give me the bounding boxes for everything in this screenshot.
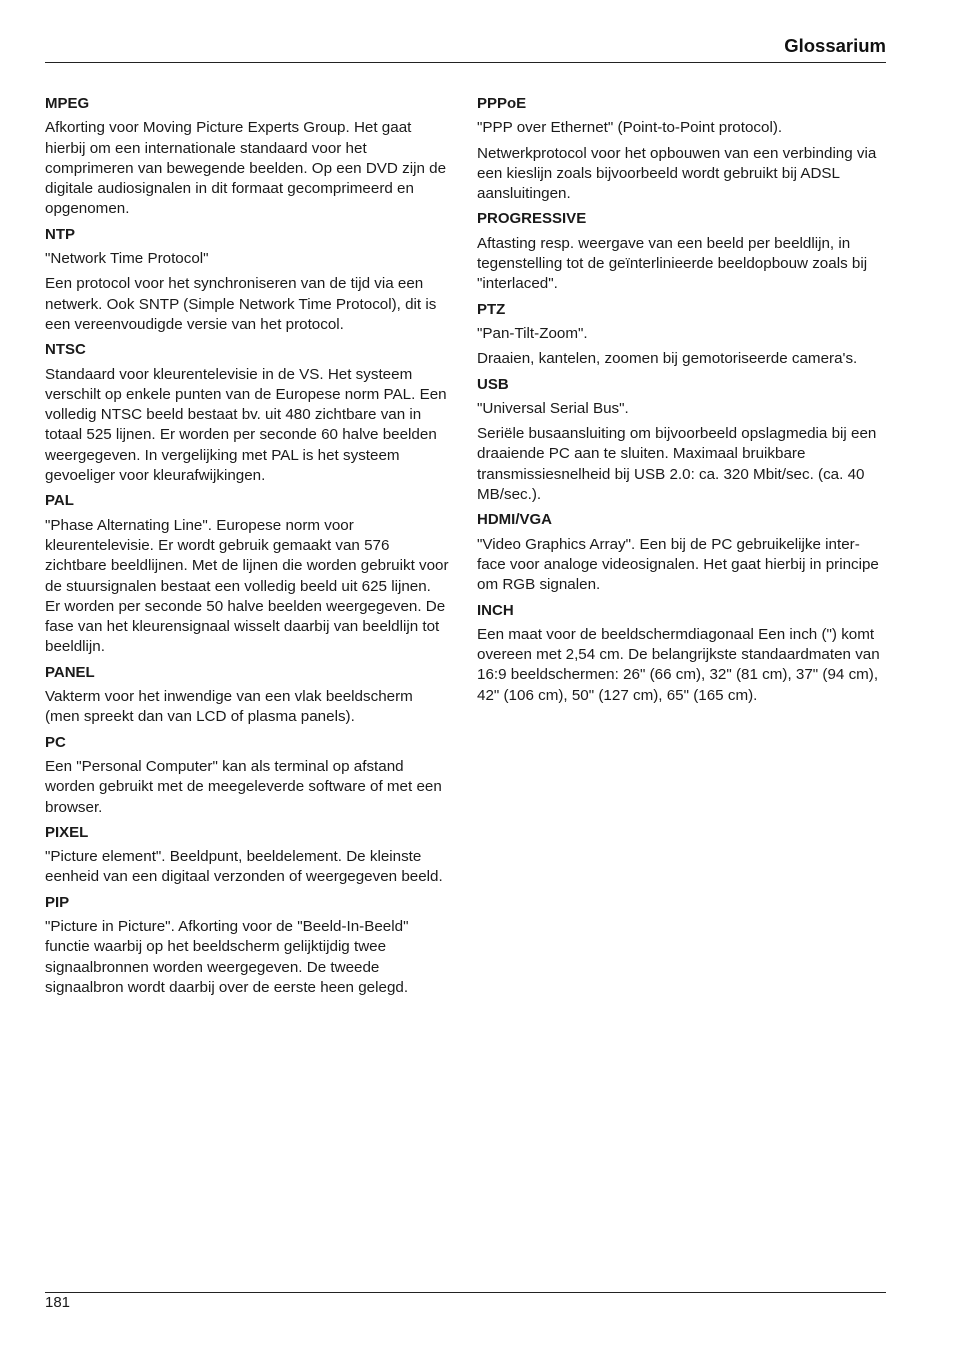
glossary-term: USB bbox=[477, 375, 509, 393]
glossary-term: NTSC bbox=[45, 341, 86, 359]
glossary-definition: "Pan-Tilt-Zoom". bbox=[477, 324, 588, 342]
glossary-entry-progressive bbox=[477, 209, 887, 294]
glossary-entry-pppoe bbox=[477, 94, 887, 204]
glossary-entry-ptz bbox=[477, 300, 887, 370]
glossary-definition: Draaien, kantelen, zoomen bij gemotoriseerde camera's. bbox=[477, 350, 858, 368]
footer-divider bbox=[45, 1292, 886, 1293]
glossary-entry-usb bbox=[477, 375, 887, 506]
page-number: 181 bbox=[45, 1294, 71, 1311]
glossary-column-right bbox=[477, 94, 887, 711]
glossary-entry-hdmi-vga bbox=[477, 510, 887, 595]
glossary-definition: "Video Graphics Array". Een bij de PC gebruikelijke inter-face voor analoge videosignalen. Het gaat hierbij in principe om RGB signalen. bbox=[477, 535, 879, 594]
glossary-term: PC bbox=[45, 733, 66, 751]
glossary-term: PROGRESSIVE bbox=[477, 210, 587, 228]
glossary-entry-panel bbox=[45, 663, 450, 728]
glossary-entry-mpeg bbox=[45, 94, 450, 220]
glossary-entry-ntsc bbox=[45, 340, 450, 486]
glossary-definition: Een maat voor de beeldschermdiagonaal Een inch (") komt overeen met 2,54 cm. De belangrijkste standaardmaten van 16:9 beeldschermen: 26" (66 cm), 32" (81 cm), 37" (94 cm), 42" (106 cm), 50" (127 cm), 65" (165 cm). bbox=[477, 625, 880, 704]
glossary-definition: "Universal Serial Bus". bbox=[477, 399, 629, 417]
header-divider bbox=[45, 62, 886, 63]
glossary-term: PPPoE bbox=[477, 95, 527, 112]
glossary-definition: Standaard voor kleurentelevisie in de VS. Het systeem verschilt op enkele punten van de Europese norm PAL. Een volledig NTSC beeld bestaat bv. uit 480 zichtbare van in totaal 525 lijnen. Er worden per seconde 60 halve beelden weergegeven. In vergelijking met PAL is het systeem gevoeliger voor kleurafwijkingen. bbox=[45, 365, 447, 485]
glossary-term: PIP bbox=[45, 893, 70, 911]
glossary-term: MPEG bbox=[45, 95, 90, 112]
glossary-definition: Aftasting resp. weergave van een beeld per beeldlijn, in tegenstelling tot de geïnterlinieerde beeldopbouw zoals bij "interlaced". bbox=[477, 234, 868, 293]
glossary-entry-pal bbox=[45, 491, 450, 657]
glossary-definition: Een protocol voor het synchroniseren van de tijd via een netwerk. Ook SNTP (Simple Network Time Protocol), dit is een vereenvoudigde versie van het protocol. bbox=[45, 275, 437, 333]
glossary-definition: "Phase Alternating Line". Europese norm voor kleurentelevisie. Er wordt gebruik gemaakt van 576 zichtbare beeldlijnen. Met de lijnen die worden gebruikt voor de stuursignalen bestaat een volledig beeld uit 625 lijnen. Er worden per seconde 50 halve beelden weergegeven. De fase van het kleurensignaal wisselt daarbij van beeldlijn tot beeldlijn. bbox=[45, 516, 449, 656]
glossary-entry-pc bbox=[45, 733, 450, 818]
glossary-term: NTP bbox=[45, 225, 75, 243]
glossary-definition: Netwerkprotocol voor het opbouwen van een verbinding via een kieslijn zoals bijvoorbeeld wordt gebruikt bij ADSL aansluitingen. bbox=[477, 144, 877, 203]
glossary-definition: Vakterm voor het inwendige van een vlak beeldscherm (men spreekt dan van LCD of plasma panels). bbox=[45, 688, 413, 726]
glossary-term: PAL bbox=[45, 492, 74, 510]
glossary-term: HDMI/VGA bbox=[477, 511, 552, 529]
glossary-term: PIXEL bbox=[45, 823, 89, 841]
glossary-column-left bbox=[45, 94, 450, 1003]
page-title: Glossarium bbox=[784, 35, 886, 56]
glossary-entry-pip bbox=[45, 893, 450, 998]
glossary-entry-ntp bbox=[45, 225, 450, 335]
glossary-definition: Een "Personal Computer" kan als terminal op afstand worden gebruikt met de meegeleverde software of met een browser. bbox=[45, 757, 442, 816]
glossary-entry-inch bbox=[477, 601, 887, 706]
glossary-term: PTZ bbox=[477, 300, 506, 318]
glossary-definition: "PPP over Ethernet" (Point-to-Point protocol). bbox=[477, 119, 783, 137]
glossary-term: PANEL bbox=[45, 663, 95, 681]
glossary-definition: Seriële busaansluiting om bijvoorbeeld opslagmedia bij een draaiende PC aan te sluiten. Maximaal bruikbare transmissiesnelheid bij USB 2.0: ca. 320 Mbit/sec. (ca. 40 MB/sec.). bbox=[477, 425, 877, 504]
glossary-definition: Afkorting voor Moving Picture Experts Group. Het gaat hierbij om een internationale standaard voor het comprimeren van bewegende beelden. Op een DVD zijn de digitale audiosignalen in dit formaat gecomprimeerd en opgenomen. bbox=[45, 119, 447, 218]
glossary-term: INCH bbox=[477, 601, 514, 619]
glossary-entry-pixel bbox=[45, 823, 450, 888]
glossary-definition: "Network Time Protocol" bbox=[45, 250, 209, 268]
glossary-definition: "Picture element". Beeldpunt, beeldelement. De kleinste eenheid van een digitaal verzonden of weergegeven beeld. bbox=[45, 848, 443, 886]
glossary-definition: "Picture in Picture". Afkorting voor de "Beeld-In-Beeld" functie waarbij op het beeldscherm gelijktijdig twee signaalbronnen worden weergegeven. De tweede signaalbron wordt daarbij over de eerste heen gelegd. bbox=[45, 917, 409, 996]
